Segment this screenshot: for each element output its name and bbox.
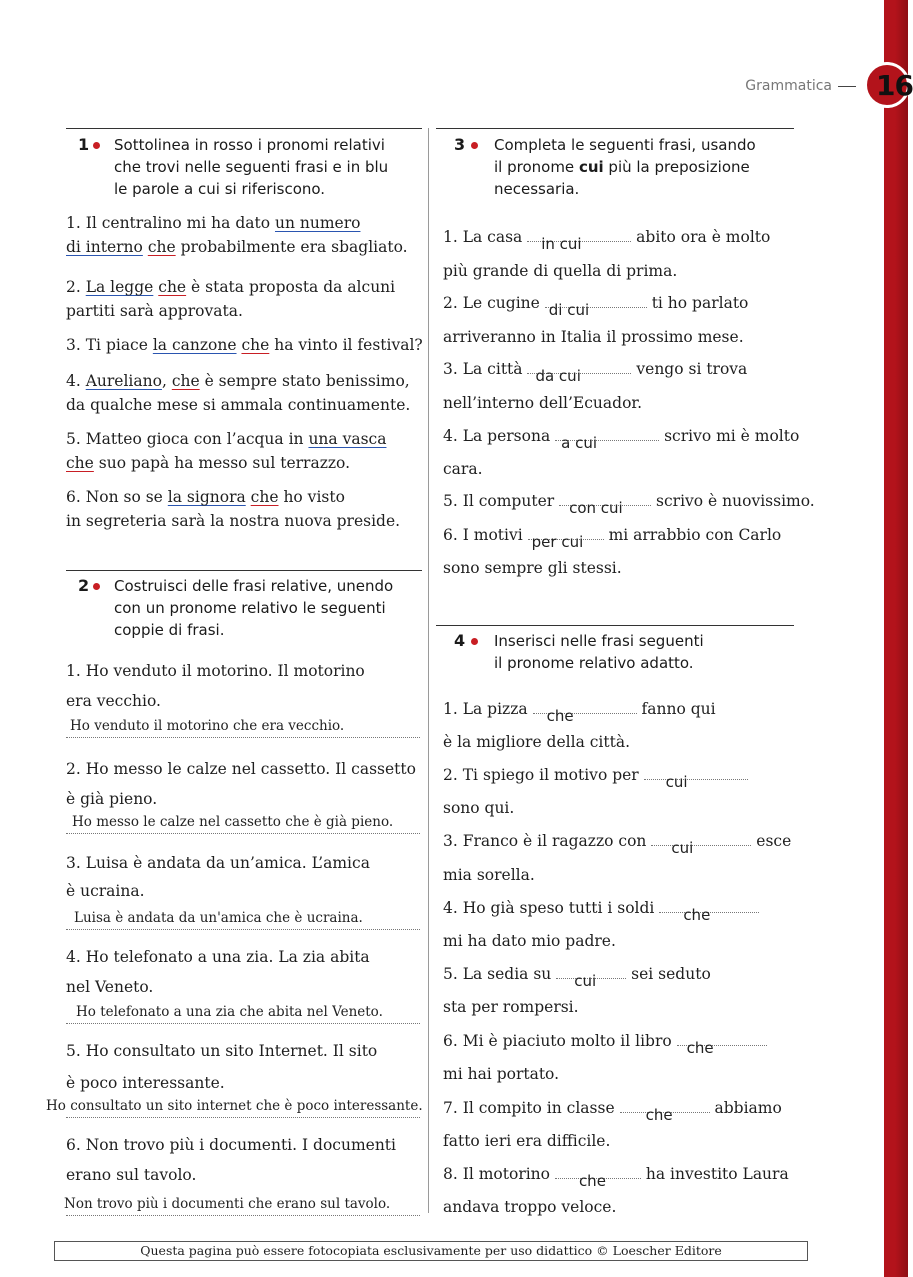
page-number: 16 <box>876 69 913 102</box>
answer-line <box>66 833 420 834</box>
instruction-line: necessaria. <box>494 180 580 198</box>
blank: con cui <box>559 505 651 506</box>
item-line: 1. Ho venduto il motorino. Il motorino <box>66 662 365 680</box>
fill-item: 6. I motivi per cui mi arrabbio con Carlo <box>443 526 782 551</box>
fill-item: 1. La casa in cui abito ora è molto <box>443 228 771 253</box>
fill-item-cont: cara. <box>443 460 483 478</box>
sentence-4-cont: da qualche mese si ammala continuamente. <box>66 396 411 414</box>
instruction-line: Inserisci nelle frasi seguenti <box>494 632 704 650</box>
blank: cui <box>651 845 751 846</box>
answer-line <box>66 1117 420 1118</box>
page-edge-band-shade <box>895 0 908 1277</box>
handwritten-answer: Ho messo le calze nel cassetto che è già pieno. <box>72 814 394 830</box>
handwritten-answer: Ho venduto il motorino che era vecchio. <box>70 718 345 734</box>
instruction-line: che trovi nelle seguenti frasi e in blu <box>114 158 389 176</box>
sentence-5: 5. Matteo gioca con l’acqua in una vasca <box>66 430 387 448</box>
sentence-1: 1. Il centralino mi ha dato un numero <box>66 214 361 232</box>
sentence-3: 3. Ti piace la canzone che ha vinto il festival? <box>66 336 423 354</box>
fill-item-cont: nell’interno dell’Ecuador. <box>443 394 643 412</box>
fill-item: 3. La città da cui vengo si trova <box>443 360 748 385</box>
fill-item-cont: mi ha dato mio padre. <box>443 932 616 950</box>
handwritten-answer: Ho telefonato a una zia che abita nel Veneto. <box>76 1004 383 1020</box>
exercise-2-heading <box>66 575 426 641</box>
exercise-number: 3 <box>454 135 466 154</box>
exercise-1-heading <box>66 134 426 200</box>
fill-item: 6. Mi è piaciuto molto il libro che <box>443 1030 767 1052</box>
blank: che <box>620 1112 710 1113</box>
fill-item-cont: sta per rompersi. <box>443 998 579 1016</box>
fill-item-cont: mi hai portato. <box>443 1065 560 1083</box>
instruction-line: coppie di frasi. <box>114 621 225 639</box>
divider <box>436 128 794 129</box>
fill-item: 7. Il compito in classe che abbiamo <box>443 1099 782 1124</box>
instruction-line: Sottolinea in rosso i pronomi relativi <box>114 136 385 154</box>
fill-item-cont: sono qui. <box>443 799 515 817</box>
fill-item-cont: mia sorella. <box>443 866 535 884</box>
blank: che <box>533 713 637 714</box>
bullet-icon <box>93 142 100 149</box>
fill-item-cont: più grande di quella di prima. <box>443 262 678 280</box>
instruction-line: il pronome relativo adatto. <box>494 654 694 672</box>
blank: cui <box>556 978 626 979</box>
sentence-2: 2. La legge che è stata proposta da alcuni <box>66 278 396 296</box>
fill-item: 2. Ti spiego il motivo per cui <box>443 764 748 786</box>
fill-item: 4. Ho già speso tutti i soldi che <box>443 897 759 919</box>
instruction-line: Completa le seguenti frasi, usando <box>494 136 756 154</box>
item-line: 3. Luisa è andata da un’amica. L’amica <box>66 854 370 872</box>
divider <box>66 128 422 129</box>
exercise-number: 4 <box>454 631 466 650</box>
sentence-6: 6. Non so se la signora che ho visto <box>66 488 345 506</box>
instruction-line: il pronome cui più la preposizione <box>494 158 750 176</box>
header-dash <box>838 86 856 87</box>
answer-line <box>66 1023 420 1024</box>
page-header <box>700 69 913 102</box>
exercise-4-heading <box>436 630 796 674</box>
item-line: è poco interessante. <box>66 1074 225 1092</box>
item-line: è già pieno. <box>66 790 158 808</box>
blank: cui <box>644 779 748 780</box>
item-line: nel Veneto. <box>66 978 154 996</box>
blank: che <box>555 1178 641 1179</box>
blank: da cui <box>527 373 631 374</box>
sentence-5-cont: che suo papà ha messo sul terrazzo. <box>66 454 351 472</box>
instruction-line: Costruisci delle frasi relative, unendo <box>114 577 394 595</box>
fill-item: 4. La persona a cui scrivo mi è molto <box>443 427 800 452</box>
handwritten-answer: Luisa è andata da un'amica che è ucraina. <box>74 910 363 926</box>
item-line: 4. Ho telefonato a una zia. La zia abita <box>66 948 370 966</box>
handwritten-answer: Ho consultato un sito internet che è poco interessante. <box>46 1098 423 1114</box>
answer-line <box>66 737 420 738</box>
fill-item-cont: andava troppo veloce. <box>443 1198 617 1216</box>
instruction-line: le parole a cui si riferiscono. <box>114 180 326 198</box>
bullet-icon <box>471 638 478 645</box>
column-divider <box>428 128 429 1213</box>
fill-item: 3. Franco è il ragazzo con cui esce <box>443 832 792 857</box>
blank: per cui <box>528 539 604 540</box>
exercise-3-heading <box>436 134 796 200</box>
fill-item-cont: fatto ieri era difficile. <box>443 1132 611 1150</box>
page-number-badge <box>864 62 913 108</box>
fill-item: 2. Le cugine di cui ti ho parlato <box>443 294 749 319</box>
sentence-1-cont: di interno che probabilmente era sbagliato. <box>66 238 408 256</box>
section-title: Grammatica <box>745 78 832 94</box>
sentence-4: 4. Aureliano, che è sempre stato benissimo, <box>66 372 410 390</box>
handwritten-answer: Non trovo più i documenti che erano sul tavolo. <box>64 1196 391 1212</box>
fill-item-cont: sono sempre gli stessi. <box>443 559 622 577</box>
item-line: 2. Ho messo le calze nel cassetto. Il cassetto <box>66 760 416 778</box>
item-line: è ucraina. <box>66 882 145 900</box>
instruction-line: con un pronome relativo le seguenti <box>114 599 386 617</box>
item-line: erano sul tavolo. <box>66 1166 197 1184</box>
fill-item: 5. Il computer con cui scrivo è nuovissimo. <box>443 492 815 517</box>
fill-item: 1. La pizza che fanno qui <box>443 700 716 725</box>
exercise-number: 2 <box>78 576 90 595</box>
item-line: era vecchio. <box>66 692 161 710</box>
fill-item-cont: è la migliore della città. <box>443 733 630 751</box>
bullet-icon <box>93 583 100 590</box>
blank: che <box>677 1045 767 1046</box>
fill-item-cont: arriveranno in Italia il prossimo mese. <box>443 328 744 346</box>
blank: in cui <box>527 241 631 242</box>
blank: che <box>659 912 759 913</box>
divider <box>436 625 794 626</box>
item-line: 5. Ho consultato un sito Internet. Il sito <box>66 1042 378 1060</box>
answer-line <box>66 929 420 930</box>
fill-item: 8. Il motorino che ha investito Laura <box>443 1165 789 1190</box>
fill-item: 5. La sedia su cui sei seduto <box>443 965 711 990</box>
exercise-number: 1 <box>78 135 90 154</box>
item-line: 6. Non trovo più i documenti. I documenti <box>66 1136 396 1154</box>
sentence-6-cont: in segreteria sarà la nostra nuova preside. <box>66 512 401 530</box>
bullet-icon <box>471 142 478 149</box>
divider <box>66 570 422 571</box>
blank: di cui <box>545 307 647 308</box>
sentence-2-cont: partiti sarà approvata. <box>66 302 243 320</box>
copyright-footer: Questa pagina può essere fotocopiata esclusivamente per uso didattico © Loescher Editore <box>54 1241 808 1261</box>
blank: a cui <box>555 440 659 441</box>
answer-line <box>66 1215 420 1216</box>
